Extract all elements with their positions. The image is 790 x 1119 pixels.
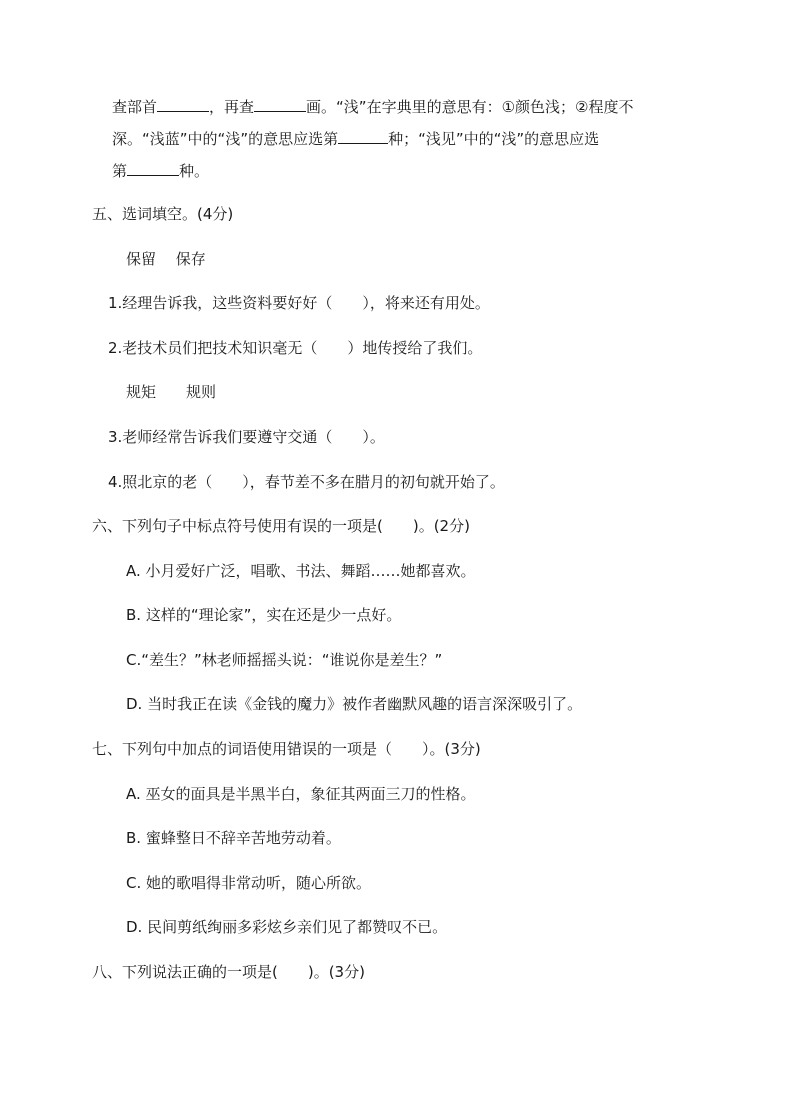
word-choice-group-2: 规矩 规则 xyxy=(126,383,217,401)
section-6-title: 六、下列句子中标点符号使用有误的一项是( )。(2分) xyxy=(92,517,470,535)
blank-line xyxy=(338,128,388,144)
blank-line xyxy=(157,96,209,112)
option-7-c: C. 她的歌唱得非常动听，随心所欲。 xyxy=(126,874,372,892)
question-5-4: 4.照北京的老（ ），春节差不多在腊月的初旬就开始了。 xyxy=(108,473,505,491)
intro-line-1: 查部首 ，再查 画。“浅”在字典里的意思有：①颜色浅；②程度不 xyxy=(112,98,634,116)
option-6-a: A. 小月爱好广泛，唱歌、书法、舞蹈……她都喜欢。 xyxy=(126,562,476,580)
option-7-d: D. 民间剪纸绚丽多彩炫乡亲们见了都赞叹不已。 xyxy=(126,918,448,936)
word-choice-group-1: 保留 保存 xyxy=(126,250,206,268)
option-7-b: B. 蜜蜂整日不辞辛苦地劳动着。 xyxy=(126,829,341,847)
option-6-b: B. 这样的“理论家”，实在还是少一点好。 xyxy=(126,606,402,624)
question-5-1: 1.经理告诉我，这些资料要好好（ ），将来还有用处。 xyxy=(108,294,490,312)
blank-line xyxy=(254,96,306,112)
intro-line-3: 第 种。 xyxy=(112,162,210,180)
option-6-d: D. 当时我正在读《金钱的魔力》被作者幽默风趣的语言深深吸引了。 xyxy=(126,695,583,713)
blank-line xyxy=(127,160,179,176)
question-5-2: 2.老技术员们把技术知识毫无（ ）地传授给了我们。 xyxy=(108,339,483,357)
intro-line-2: 深。“浅蓝”中的“浅”的意思应选第 种；“浅见”中的“浅”的意思应选 xyxy=(112,130,600,148)
option-7-a: A. 巫女的面具是半黑半白，象征其两面三刀的性格。 xyxy=(126,785,476,803)
section-8-title: 八、下列说法正确的一项是( )。(3分) xyxy=(92,963,365,981)
section-5-title: 五、选词填空。(4分) xyxy=(92,205,234,223)
section-7-title: 七、下列句中加点的词语使用错误的一项是（ ）。(3分) xyxy=(92,740,481,758)
question-5-3: 3.老师经常告诉我们要遵守交通（ ）。 xyxy=(108,428,385,446)
option-6-c: C.“差生？”林老师摇摇头说：“谁说你是差生？” xyxy=(126,651,443,669)
